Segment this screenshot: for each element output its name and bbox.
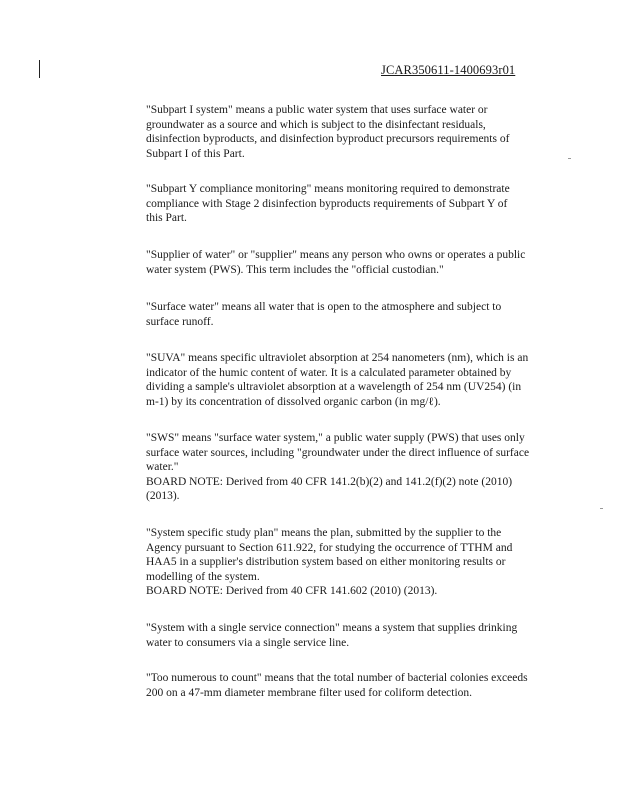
definition-suva [146, 351, 542, 409]
text-line: modelling of the system. [146, 570, 260, 583]
definition-subpart-i-system [146, 103, 542, 161]
text-line: Agency pursuant to Section 611.922, for studying the occurrence of TTHM and [146, 541, 513, 554]
document-id: JCAR350611-1400693r01 [381, 63, 516, 77]
text-line: "System specific study plan" means the plan, submitted by the supplier to the [146, 527, 502, 539]
margin-change-bar [39, 60, 40, 78]
text-line: Subpart I of this Part. [146, 147, 245, 160]
definition-system-single-service-connection [146, 621, 542, 650]
text-line: disinfection byproducts, and disinfection byproduct precursors requirements of [146, 133, 510, 145]
text-line: compliance with Stage 2 disinfection byproducts requirements of Subpart Y of [146, 197, 508, 210]
text-line: "Too numerous to count" means that the total number of bacterial colonies exceeds [146, 672, 528, 684]
definition-system-specific-study-plan [146, 526, 542, 599]
scan-speck [600, 508, 603, 509]
text-line: "Subpart I system" means a public water system that uses surface water or [146, 104, 488, 116]
text-line: "Supplier of water" or "supplier" means any person who owns or operates a public [146, 249, 526, 261]
definition-sws [146, 431, 542, 504]
text-line: "System with a single service connection" means a system that supplies drinking [146, 622, 518, 634]
board-note: BOARD NOTE: Derived from 40 CFR 141.602 (2010) (2013). [146, 585, 438, 597]
definition-supplier-of-water [146, 248, 542, 277]
text-line: this Part. [146, 212, 187, 224]
text-line: "Surface water" means all water that is open to the atmosphere and subject to [146, 301, 502, 313]
text-line: water system (PWS). This term includes the "official custodian." [146, 263, 444, 276]
scan-speck [568, 158, 571, 159]
definition-subpart-y-compliance-monitoring [146, 182, 542, 226]
board-note: BOARD NOTE: Derived from 40 CFR 141.2(b)(2) and 141.2(f)(2) note (2010) [146, 475, 513, 488]
text-line: surface runoff. [146, 315, 214, 328]
text-line: "Subpart Y compliance monitoring" means monitoring required to demonstrate [146, 183, 510, 195]
text-line: "SWS" means "surface water system," a public water supply (PWS) that uses only [146, 432, 525, 444]
text-line: "SUVA" means specific ultraviolet absorption at 254 nanometers (nm), which is an [146, 352, 529, 364]
definition-too-numerous-to-count [146, 671, 542, 700]
text-line: water to consumers via a single service line. [146, 636, 350, 649]
text-line: groundwater as a source and which is subject to the disinfectant residuals, [146, 118, 486, 131]
definition-surface-water [146, 300, 542, 329]
text-line: HAA5 in a supplier's distribution system based on either monitoring results or [146, 556, 506, 568]
text-line: water." [146, 461, 179, 473]
board-note: (2013). [146, 490, 180, 502]
text-line: surface water sources, including "groundwater under the direct influence of surface [146, 446, 530, 459]
text-line: dividing a sample's ultraviolet absorption at a wavelength of 254 nm (UV254) (in [146, 381, 522, 393]
text-line: m-1) by its concentration of dissolved organic carbon (in mg/ℓ). [146, 395, 441, 408]
text-line: indicator of the humic content of water. It is a calculated parameter obtained by [146, 366, 512, 379]
text-line: 200 on a 47-mm diameter membrane filter used for coliform detection. [146, 686, 473, 699]
